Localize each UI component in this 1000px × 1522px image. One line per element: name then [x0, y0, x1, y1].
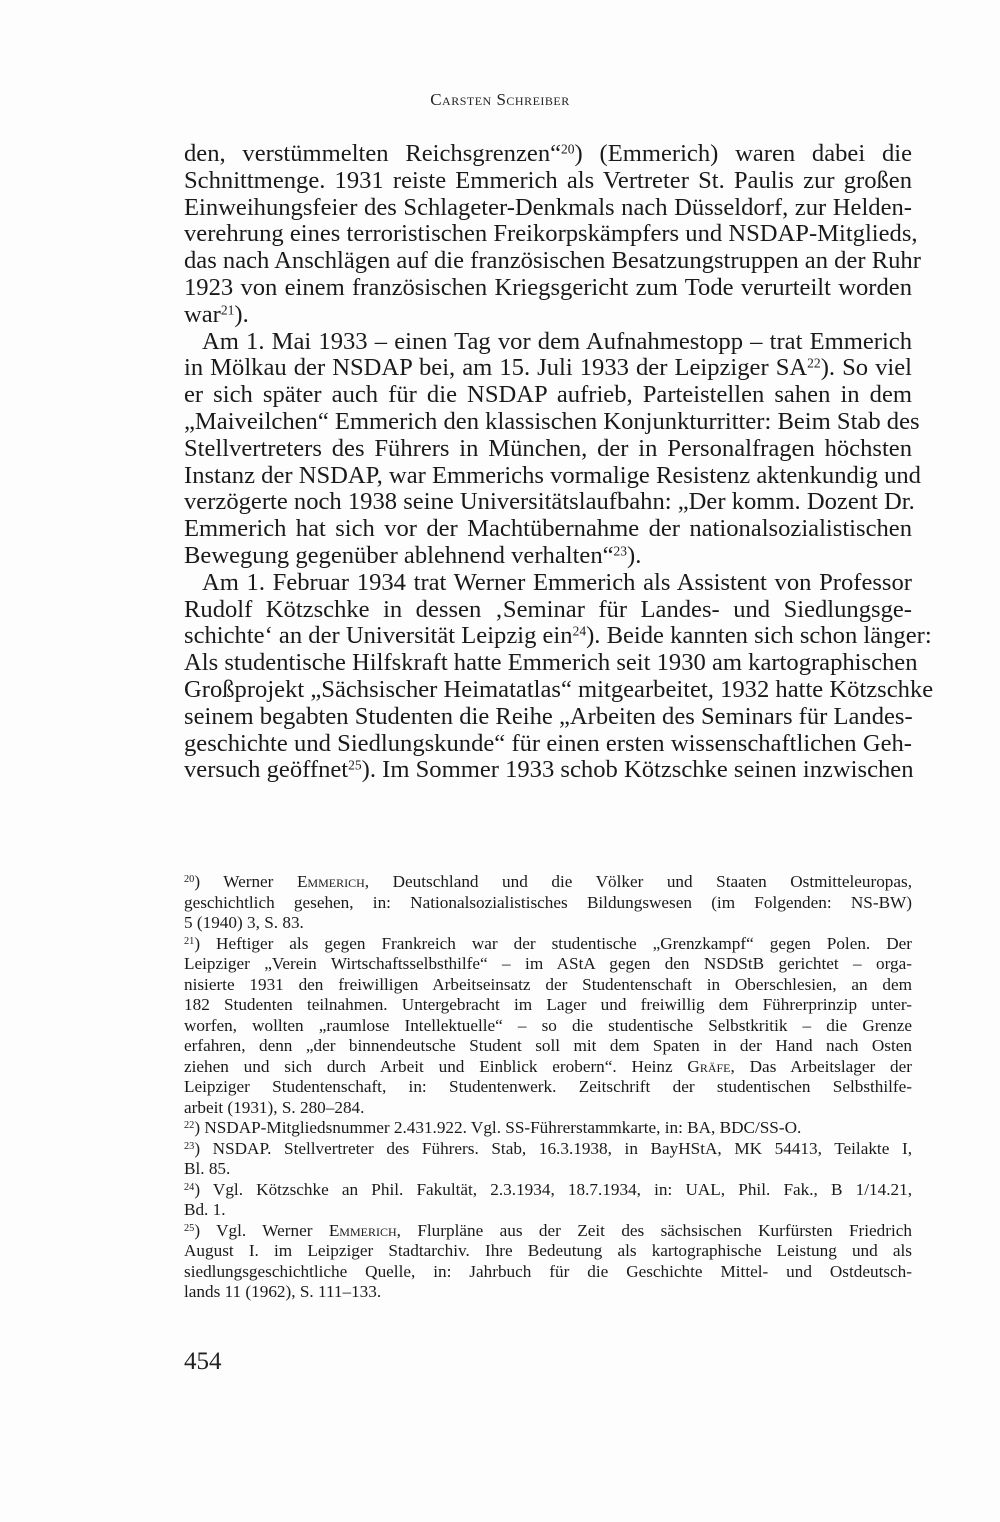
- running-head: Carsten Schreiber: [430, 90, 570, 109]
- footnote-line: [184, 975, 912, 996]
- footnote-number: 25: [184, 1222, 195, 1234]
- footnote-line: [184, 1200, 912, 1221]
- text-segment: Stellvertreters des Führers in München, der in Personalfragen höchsten: [184, 434, 912, 462]
- text-line: [184, 220, 918, 248]
- text-segment: 5 (1940) 3, S. 83.: [184, 913, 304, 932]
- text-line: [184, 247, 921, 275]
- text-line: [184, 329, 912, 356]
- text-segment: verehrung eines terroristischen Freikorpskämpfers und NSDAP-Mitglieds,: [184, 220, 918, 248]
- text-segment: Instanz der NSDAP, war Emmerichs vormalige Resistenz aktenkundig und: [184, 461, 921, 489]
- text-segment: arbeit (1931), S. 280–284.: [184, 1097, 365, 1117]
- footnote-line: [184, 1118, 912, 1139]
- text-segment: lands 11 (1962), S. 111–133.: [184, 1282, 382, 1301]
- text-segment: ).: [234, 300, 249, 328]
- text-line: [184, 622, 932, 650]
- text-line: [184, 141, 912, 168]
- text-line: [184, 195, 912, 222]
- text-segment: ). Beide kannten sich schon länger:: [586, 622, 932, 650]
- footnote-line: [184, 1098, 912, 1119]
- text-segment: „Maiveilchen“ Emmerich den klassischen Konjunkturritter: Beim Stab des: [184, 407, 920, 435]
- text-segment: geschichte und Siedlungskunde“ für einen ersten wissenschaftlichen Geh-: [184, 729, 912, 757]
- text-line: [184, 570, 912, 597]
- footnote-line: [184, 1077, 912, 1098]
- footnote: [184, 872, 912, 934]
- footnote: [184, 1139, 912, 1180]
- footnote: [184, 1180, 912, 1221]
- text-segment: ). Im Sommer 1933 schob Kötzschke seinen inzwischen: [361, 756, 914, 784]
- footnote-reference: 25: [348, 757, 362, 773]
- text-line: [184, 407, 920, 436]
- text-segment: 182 Studenten teilnahmen. Untergebracht im Lager und freiwillig dem Führerprinzip unter-: [184, 995, 912, 1014]
- footnote-reference: 21: [220, 302, 235, 318]
- text-line: [184, 543, 912, 570]
- footnote-line: [184, 1282, 912, 1303]
- text-segment: Am 1. Februar 1934 trat Werner Emmerich als Assistent von Professor: [202, 568, 912, 596]
- text-segment: Emmerich hat sich vor der Machtübernahme der nationalsozialistischen: [184, 515, 912, 543]
- text-segment: in Mölkau der NSDAP bei, am 15. Juli 1933 der Leipziger SA: [184, 354, 808, 382]
- main-text-block: [184, 140, 934, 784]
- text-segment: ) (Emmerich) waren dabei die: [574, 140, 912, 167]
- text-segment: , Das Arbeitslager der: [730, 1056, 912, 1076]
- text-segment: nisierte 1931 den freiwilligen Arbeitseinsatz der Studentenschaft in Oberschlesien, an dem: [184, 974, 912, 994]
- text-segment: ) NSDAP-Mitgliedsnummer 2.431.922. Vgl. SS-Führerstammkarte, in: BA, BDC/SS-O.: [194, 1118, 802, 1137]
- footnote-line: [184, 1057, 912, 1078]
- footnote-number: 21: [184, 935, 195, 947]
- text-segment: ) NSDAP. Stellvertreter des Führers. Stab, 16.3.1938, in BayHStA, MK 54413, Teilakte I,: [194, 1138, 912, 1158]
- text-segment: ).: [627, 541, 642, 569]
- text-segment: August I. im Leipziger Stadtarchiv. Ihre Bedeutung als kartographische Leistung und als: [184, 1241, 912, 1260]
- text-segment: seinem begabten Studenten die Reihe „Arbeiten des Seminars für Landes-: [184, 702, 913, 730]
- text-segment: Großprojekt „Sächsischer Heimatatlas“ mitgearbeitet, 1932 hatte Kötzschke: [184, 675, 934, 703]
- footnote-line: [184, 1180, 912, 1201]
- text-line: [184, 302, 912, 329]
- footnote-line: [184, 1241, 912, 1262]
- text-segment: erfahren, denn „der binnendeutsche Student soll mit dem Spaten in der Hand nach Osten: [184, 1036, 912, 1055]
- text-line: [184, 649, 918, 677]
- text-segment: Rudolf Kötzschke in dessen ‚Seminar für Landes- und Siedlungsge-: [184, 595, 912, 623]
- text-segment: geschichtlich gesehen, in: Nationalsozialistisches Bildungswesen (im Folgenden: NS-BW): [184, 892, 912, 912]
- text-line: [184, 704, 912, 731]
- text-line: [184, 597, 912, 624]
- footnote-reference: 22: [807, 355, 821, 371]
- footnote-line: [184, 1036, 912, 1057]
- footnote: [184, 934, 912, 1119]
- footnote-line: [184, 1016, 912, 1037]
- footnote: [184, 1221, 912, 1303]
- text-segment: verzögerte noch 1938 seine Universitätslaufbahn: „Der komm. Dozent Dr.: [184, 488, 915, 516]
- text-segment: ) Werner: [194, 872, 297, 891]
- text-line: [184, 731, 912, 758]
- text-line: [184, 461, 921, 490]
- text-segment: worfen, wollten „raumlose Intellektuelle“ – so die studentische Selbstkritik – die Grenze: [184, 1015, 912, 1035]
- author-name: Emmerich: [296, 872, 365, 891]
- text-segment: ) Vgl. Kötzschke an Phil. Fakultät, 2.3.1934, 18.7.1934, in: UAL, Phil. Fak., B 1/14.21,: [194, 1179, 912, 1199]
- footnote-line: [184, 1159, 912, 1180]
- text-segment: Als studentische Hilfskraft hatte Emmerich seit 1930 am kartographischen: [184, 649, 918, 677]
- footnote-line: [184, 934, 912, 955]
- page-number: 454: [184, 1348, 222, 1375]
- author-name: Emmerich: [328, 1220, 397, 1240]
- text-segment: Bewegung gegenüber ablehnend verhalten“: [184, 541, 614, 569]
- text-line: [184, 275, 912, 302]
- footnote-number: 22: [184, 1119, 195, 1131]
- footnote-reference: 20: [561, 141, 575, 157]
- text-line: [184, 516, 912, 543]
- text-segment: , Flurpläne aus der Zeit des sächsischen Kurfürsten Friedrich: [396, 1220, 912, 1240]
- text-segment: er sich später auch für die NSDAP aufrieb, Parteistellen sahen in dem: [184, 381, 912, 409]
- footnote-number: 24: [184, 1181, 195, 1193]
- footnote-number: 20: [184, 873, 195, 885]
- author-name: Gräfe: [687, 1056, 731, 1076]
- text-segment: Leipziger „Verein Wirtschaftsselbsthilfe“ – im AStA gegen den NSDStB gerichtet – orga-: [184, 954, 912, 973]
- text-segment: versuch geöffnet: [184, 756, 349, 784]
- footnote-number: 23: [184, 1140, 195, 1152]
- text-line: [184, 168, 912, 195]
- text-line: [184, 675, 934, 704]
- text-segment: , Deutschland und die Völker und Staaten Ostmitteleuropas,: [364, 872, 912, 891]
- footnote-reference: 23: [613, 543, 628, 559]
- footnote: [184, 1118, 912, 1139]
- footnote-line: [184, 995, 912, 1016]
- text-segment: ) Vgl. Werner: [194, 1220, 329, 1240]
- text-segment: den, verstümmelten Reichsgrenzen“: [184, 140, 562, 167]
- text-segment: Am 1. Mai 1933 – einen Tag vor dem Aufnahmestopp – trat Emmerich: [202, 327, 912, 355]
- text-segment: ). So viel: [820, 354, 912, 382]
- text-segment: Bd. 1.: [184, 1200, 226, 1219]
- footnote-line: [184, 872, 912, 893]
- text-segment: ) Heftiger als gegen Frankreich war der studentische „Grenzkampf“ gegen Polen. Der: [194, 933, 912, 953]
- text-segment: schichte‘ an der Universität Leipzig ein: [184, 622, 573, 650]
- text-segment: Schnittmenge. 1931 reiste Emmerich als Vertreter St. Paulis zur großen: [184, 166, 912, 194]
- footnote-line: [184, 1139, 912, 1160]
- footnote-line: [184, 1221, 912, 1242]
- text-segment: Bl. 85.: [184, 1159, 231, 1178]
- text-segment: das nach Anschlägen auf die französischen Besatzungstruppen an der Ruhr: [184, 247, 921, 275]
- text-segment: siedlungsgeschichtliche Quelle, in: Jahrbuch für die Geschichte Mittel- und Ostdeutsch-: [184, 1261, 912, 1281]
- text-segment: ziehen und sich durch Arbeit und Einblick erobern“. Heinz: [184, 1056, 688, 1076]
- text-line: [184, 355, 912, 382]
- text-segment: Leipziger Studentenschaft, in: Studentenwerk. Zeitschrift der studentischen Selbsthilfe-: [184, 1077, 912, 1096]
- text-line: [184, 436, 912, 463]
- footnotes-block: [184, 872, 912, 1303]
- text-segment: war: [184, 300, 221, 328]
- text-line: [184, 382, 912, 409]
- text-line: [184, 488, 915, 516]
- footnote-line: [184, 1262, 912, 1283]
- footnote-line: [184, 954, 912, 975]
- text-segment: 1923 von einem französischen Kriegsgericht zum Tode verurteilt worden: [184, 273, 912, 301]
- text-line: [184, 757, 912, 784]
- footnote-line: [184, 893, 912, 914]
- text-segment: Einweihungsfeier des Schlageter-Denkmals nach Düsseldorf, zur Helden-: [184, 193, 912, 221]
- footnote-reference: 24: [572, 623, 587, 639]
- footnote-line: [184, 913, 912, 934]
